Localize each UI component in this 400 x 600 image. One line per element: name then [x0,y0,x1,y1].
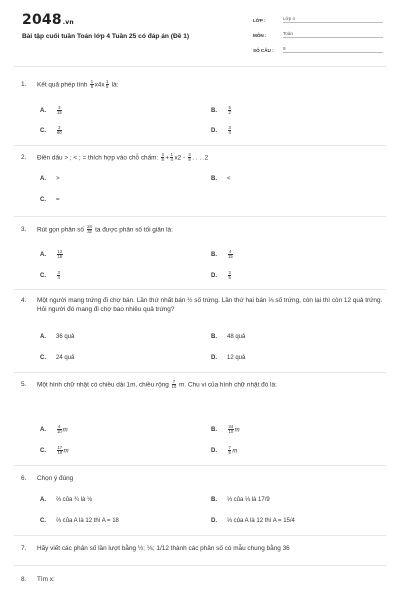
divider [14,465,386,466]
question-8 [21,575,386,584]
question-5 [21,380,386,390]
question-number: 6. [21,475,27,482]
option-d[interactable]: D. $\frac{3}{5}$ [211,270,231,281]
question-number: 8. [21,576,27,583]
divider [14,289,386,290]
question-7 [21,544,386,553]
option-b[interactable]: B. $\frac{34}{10}$ m [211,424,240,435]
question-6 [21,474,386,483]
option-a[interactable]: A. $\frac{12}{16}$ [40,249,63,260]
option-c[interactable]: C. $\frac{3}{60}$ [40,125,62,136]
option-a[interactable]: A. 36 quả [40,334,75,340]
question-text: Điền dấu > ; < ; = thích hợp vào chỗ chấm: $\frac{3}{8}$ + $\frac{1}{4}$ x2 - $\frac{3}{8}$ . . . .2 [37,152,209,163]
option-a[interactable]: A. $\frac{3}{15}$ [40,105,62,116]
option-c[interactable]: C. 24 quả [40,355,75,361]
question-text: Hãy viết các phân số lần lượt bằng ½; ⅙; 1/12 thành các phân số có mẫu chung bằng 36 [37,545,290,552]
option-b[interactable]: B. $\frac{5}{2}$ [211,105,231,116]
option-b[interactable]: B. 48 quả [211,334,246,340]
option-c[interactable]: C. ⅔ của A là 12 thì A = 18 [40,518,119,524]
question-number: 4. [21,297,27,304]
option-b[interactable]: B. $\frac{4}{15}$ [211,249,233,260]
question-3 [21,225,386,235]
option-a[interactable]: A. > [40,176,60,182]
option-c[interactable]: C. $\frac{3}{4}$ [40,270,60,281]
question-number: 5. [21,381,27,388]
option-d[interactable]: D. $\frac{3}{4}$ [211,125,231,136]
divider [14,535,386,536]
site-logo[interactable] [22,12,74,28]
question-1 [21,80,386,90]
document-title: Bài tập cuối tuần Toán lớp 4 Tuần 25 có đáp án (Đề 1) [22,33,190,40]
option-d[interactable]: D. ⅓ của A là 12 thì A = 15/4 [211,518,295,524]
question-number: 2. [21,154,27,161]
meta-value: 9 [283,46,383,53]
meta-count [253,43,383,53]
option-a[interactable]: A. ⅔ của ¾ là ⅛ [40,497,93,503]
logo-suffix: .vn [62,19,74,26]
meta-key: SỐ CÂU : [253,48,274,53]
divider [14,565,386,566]
logo-text: 2048 [22,12,62,28]
option-b[interactable]: B. < [211,176,231,182]
question-2 [21,153,386,163]
divider [14,372,386,373]
meta-value: Toán [283,31,383,38]
option-a[interactable]: A. $\frac{4}{10}$ m [40,424,68,435]
option-d[interactable]: D. 12 quả [211,355,246,361]
question-text: Tìm x: [37,576,55,583]
meta-key: MÔN : [253,33,267,38]
question-text: Một người mang trứng đi chợ bán. Lần thứ nhất bán ½ số trứng. Lần thứ hai bán ⅓ số trứng, còn lại thì còn 12 quả trứng. Hỏi người đó mang đi chợ bao nhiêu quả trứng? [37,297,383,313]
option-c[interactable]: C. = [40,197,60,203]
option-c[interactable]: C. $\frac{17}{10}$ m [40,445,69,456]
option-b[interactable]: B. ⅓ của ⅓ là 17/9 [211,497,270,503]
question-number: 7. [21,545,27,552]
question-4 [21,296,386,314]
divider [14,216,386,217]
meta-subject [253,28,383,38]
meta-value: Lớp 4 [283,16,383,23]
header [0,0,400,58]
question-text: Một hình chữ nhật có chiều dài 1m, chiều rộng $\frac{7}{10}$ m. Chu vi của hình chữ nhật đó là: [37,379,277,390]
divider [14,66,386,67]
option-d[interactable]: D. $\frac{7}{5}$ m [211,445,238,456]
divider [14,145,386,146]
meta-class [253,13,383,23]
question-text: Kết quả phép tính $\frac{1}{6}$ x4x $\frac{1}{5}$ là: [37,79,119,90]
meta-key: LỚP : [253,18,266,23]
meta-info [253,13,383,58]
question-number: 3. [21,226,27,233]
question-text: Rút gọn phân số $\frac{24}{32}$ ta được phân số tối giản là: [37,224,173,235]
question-number: 1. [21,81,27,88]
question-text: Chọn ý đúng [37,475,74,482]
